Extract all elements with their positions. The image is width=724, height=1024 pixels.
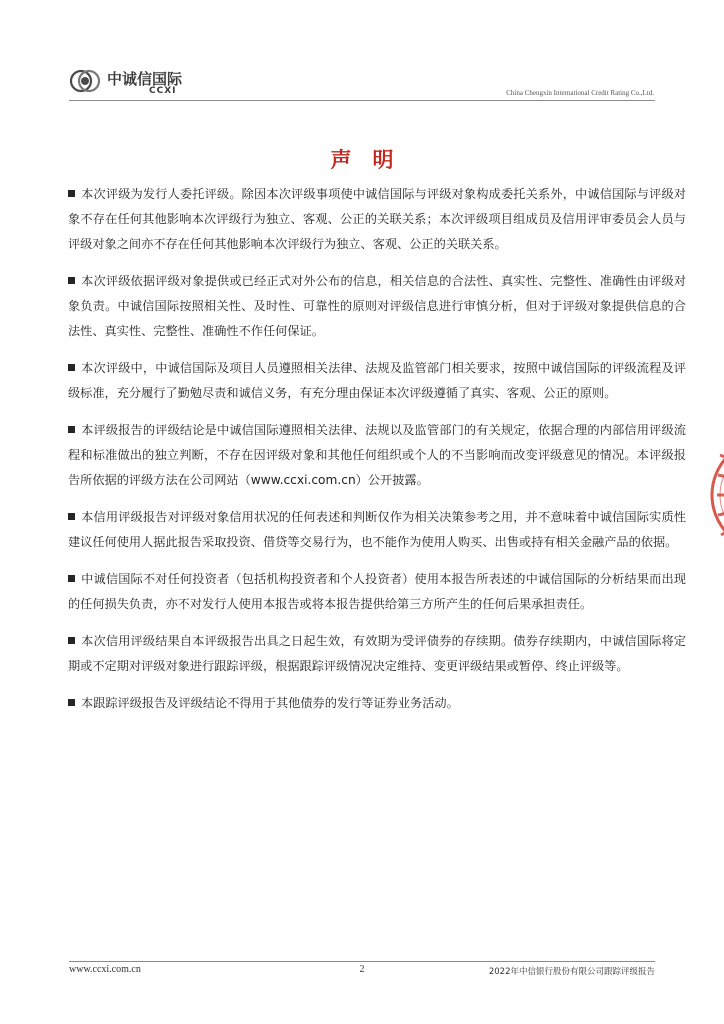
page-number: 2 [359, 964, 365, 975]
ccxi-logo-icon [69, 64, 103, 98]
square-bullet-icon [68, 426, 75, 433]
paragraph-text: 本次评级依据评级对象提供或已经正式对外公布的信息，相关信息的合法性、真实性、完整性、准确性由评级对象负责。中诚信国际按照相关性、及时性、可靠性的原则对评级信息进行审慎分析，但对于评级对象提供信息的合法性、真实性、完整性、准确性不作任何保证。 [68, 274, 686, 338]
paragraph-text: 本跟踪评级报告及评级结论不得用于其他债券的发行等证券业务活动。 [81, 696, 459, 710]
company-seal-icon [708, 415, 724, 575]
paragraph-text: 本次评级中，中诚信国际及项目人员遵照相关法律、法规及监管部门相关要求，按照中诚信国际的评级流程及评级标准，充分履行了勤勉尽责和诚信义务，有充分理由保证本次评级遵循了真实、客观、公正的原则。 [68, 361, 686, 400]
footer-website: www.ccxi.com.cn [69, 964, 141, 975]
header-divider [69, 100, 655, 101]
statement-paragraph [68, 418, 686, 493]
logo-english-text: CCXI [149, 86, 177, 96]
square-bullet-icon [68, 637, 75, 644]
statement-paragraph [68, 629, 686, 679]
statement-paragraph [68, 182, 686, 257]
square-bullet-icon [68, 277, 75, 284]
logo-chinese-text: 中诚信国际 [107, 70, 183, 88]
statement-paragraph [68, 269, 686, 344]
statement-paragraph [68, 356, 686, 406]
square-bullet-icon [68, 364, 75, 371]
paragraph-text: 本次信用评级结果自本评级报告出具之日起生效，有效期为受评债券的存续期。债券存续期内，中诚信国际将定期或不定期对评级对象进行跟踪评级，根据跟踪评级情况决定维持、变更评级结果或暂停、终止评级等。 [68, 634, 686, 673]
paragraph-text: 本次评级为发行人委托评级。除因本次评级事项使中诚信国际与评级对象构成委托关系外，中诚信国际与评级对象不存在任何其他影响本次评级行为独立、客观、公正的关联关系；本次评级项目组成员及信用评审委员会人员与评级对象之间亦不存在任何其他影响本次评级行为独立、客观、公正的关联关系。 [68, 187, 686, 251]
square-bullet-icon [68, 190, 75, 197]
statement-body [68, 182, 686, 728]
square-bullet-icon [68, 513, 75, 520]
header-company-name: China Chengxin International Credit Rating Co.,Ltd. [506, 89, 654, 97]
paragraph-text: 本评级报告的评级结论是中诚信国际遵照相关法律、法规以及监管部门的有关规定，依据合理的内部信用评级流程和标准做出的独立判断，不存在因评级对象和其他任何组织或个人的不当影响而改变评级意见的情况。本评级报告所依据的评级方法在公司网站（www.ccxi.com.cn）公开披露。 [68, 423, 686, 487]
square-bullet-icon [68, 575, 75, 582]
statement-paragraph [68, 567, 686, 617]
footer-report-title: 2022年中信银行股份有限公司跟踪评级报告 [488, 967, 655, 977]
statement-paragraph [68, 505, 686, 555]
company-logo [69, 64, 189, 104]
page-title: 声 明 [330, 148, 394, 172]
paragraph-text: 本信用评级报告对评级对象信用状况的任何表述和判断仅作为相关决策参考之用，并不意味着中诚信国际实质性建议任何使用人据此报告采取投资、借贷等交易行为，也不能作为使用人购买、出售或持有相关金融产品的依据。 [68, 510, 686, 549]
footer-divider [69, 961, 655, 962]
paragraph-text: 中诚信国际不对任何投资者（包括机构投资者和个人投资者）使用本报告所表述的中诚信国际的分析结果而出现的任何损失负责，亦不对发行人使用本报告或将本报告提供给第三方所产生的任何后果承担责任。 [68, 572, 686, 611]
square-bullet-icon [68, 699, 75, 706]
statement-paragraph [68, 691, 686, 716]
